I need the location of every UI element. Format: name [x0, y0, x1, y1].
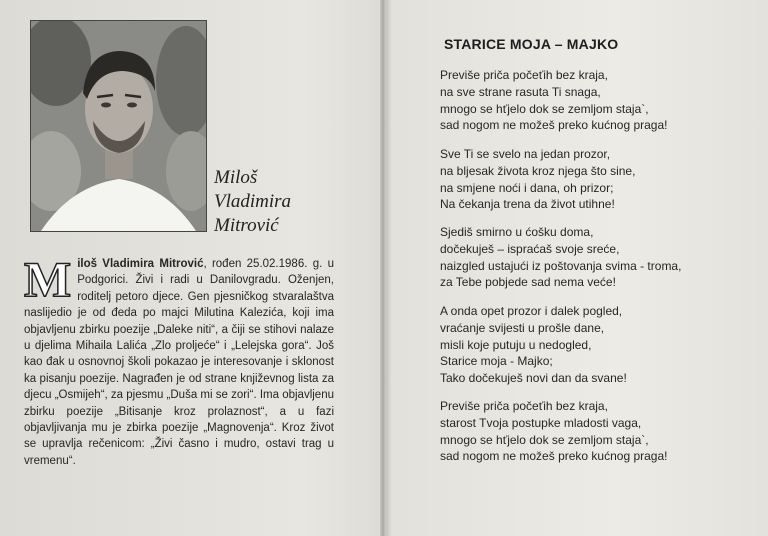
poem-line: sad nogom ne možeš preko kućnog praga!	[440, 449, 668, 464]
author-last-name: Mitrović	[214, 215, 279, 236]
poem-line: za Tebe pobjede sad nema veće!	[440, 275, 616, 290]
poem-line: starost Tvoja postupke mladosti vaga,	[440, 415, 642, 430]
poem-stanza-4	[440, 303, 760, 387]
poem-line: na bljesak života kroz njega što sine,	[440, 163, 636, 178]
poem-stanza-3	[440, 224, 760, 291]
poem-line: na smjene noći i dana, oh prizor;	[440, 180, 614, 195]
bio-dropcap: M	[24, 251, 72, 307]
poem-line: Previše priča počeťih bez kraja,	[440, 399, 608, 413]
poem-line: Sjediš smirno u ćošku doma,	[440, 225, 594, 239]
poem-line: vraćanje svijesti u prošle dane,	[440, 320, 605, 335]
poem-line: Na čekanja trena da život utihne!	[440, 197, 615, 212]
poem-line: Sve Ti se svelo na jedan prozor,	[440, 147, 611, 161]
author-name	[214, 166, 374, 238]
poem-line: dočekuješ – ispraćaš svoje sreće,	[440, 241, 620, 256]
poem-line: misli koje putuju u nedogled,	[440, 337, 592, 352]
poem-stanza-1	[440, 67, 760, 134]
poem-line: A onda opet prozor i dalek pogled,	[440, 304, 623, 318]
poem-stanza-5	[440, 398, 760, 465]
poem-line: Tako dočekuješ novi dan da svane!	[440, 371, 627, 386]
author-photo	[30, 20, 207, 232]
poem-line: Previše priča počeťih bez kraja,	[440, 68, 608, 82]
poem-line: naizgled ustajući iz poštovanja svima - troma,	[440, 258, 682, 273]
author-portrait-image	[31, 21, 206, 231]
poem-line: mnogo se hťjelo dok se zemljom staja`,	[440, 101, 649, 116]
left-page	[0, 0, 382, 536]
author-biography	[24, 251, 334, 469]
author-middle-name: Vladimira	[214, 191, 292, 212]
poem-title: STARICE MOJA – MAJKO	[444, 36, 619, 52]
poem-line: sad nogom ne možeš preko kućnog praga!	[440, 118, 668, 133]
poem-line: na sve strane rasuta Ti snaga,	[440, 84, 601, 99]
poem-stanza-2	[440, 146, 760, 213]
right-page	[386, 0, 768, 536]
author-first-name: Miloš	[214, 167, 258, 188]
poem-line: Starice moja - Majko;	[440, 354, 553, 369]
bio-lead-name: iloš Vladimira Mitrović	[77, 258, 204, 270]
bio-text: , rođen 25.02.1986. g. u Podgorici. Živi i radi u Danilovgradu. Oženjen, roditelj petoro djece. Gen pjesničkog stvaralaštva naslijedio je od đeda po majci Milutina Kalezića, koji ima objavljenu zbirku poezije „Daleke niti“, a čiji se stihovi nalaze u djelima Mihaila Lalića „Zlo proljeće“ i „Lelejska gora“. Još kao đak u osnovnoj školi pokazao je interesovanje i sklonost ka pisanju poezije. Nagrađen je od strane književnog lista za djecu „Osmijeh“, za pjesmu „Duša mi se zori“. Ima objavljenu zbirku poezije „Bitisanje kroz prolaznost“, a u fazi objavljivanja mu je zbirka poezije „Magnovenja“. Kroz život se upravlja rečenicom: „Živi časno i mudro, ostavi trag u vremenu“.	[24, 258, 334, 467]
poem-line: mnogo se hťjelo dok se zemljom staja`,	[440, 432, 649, 447]
